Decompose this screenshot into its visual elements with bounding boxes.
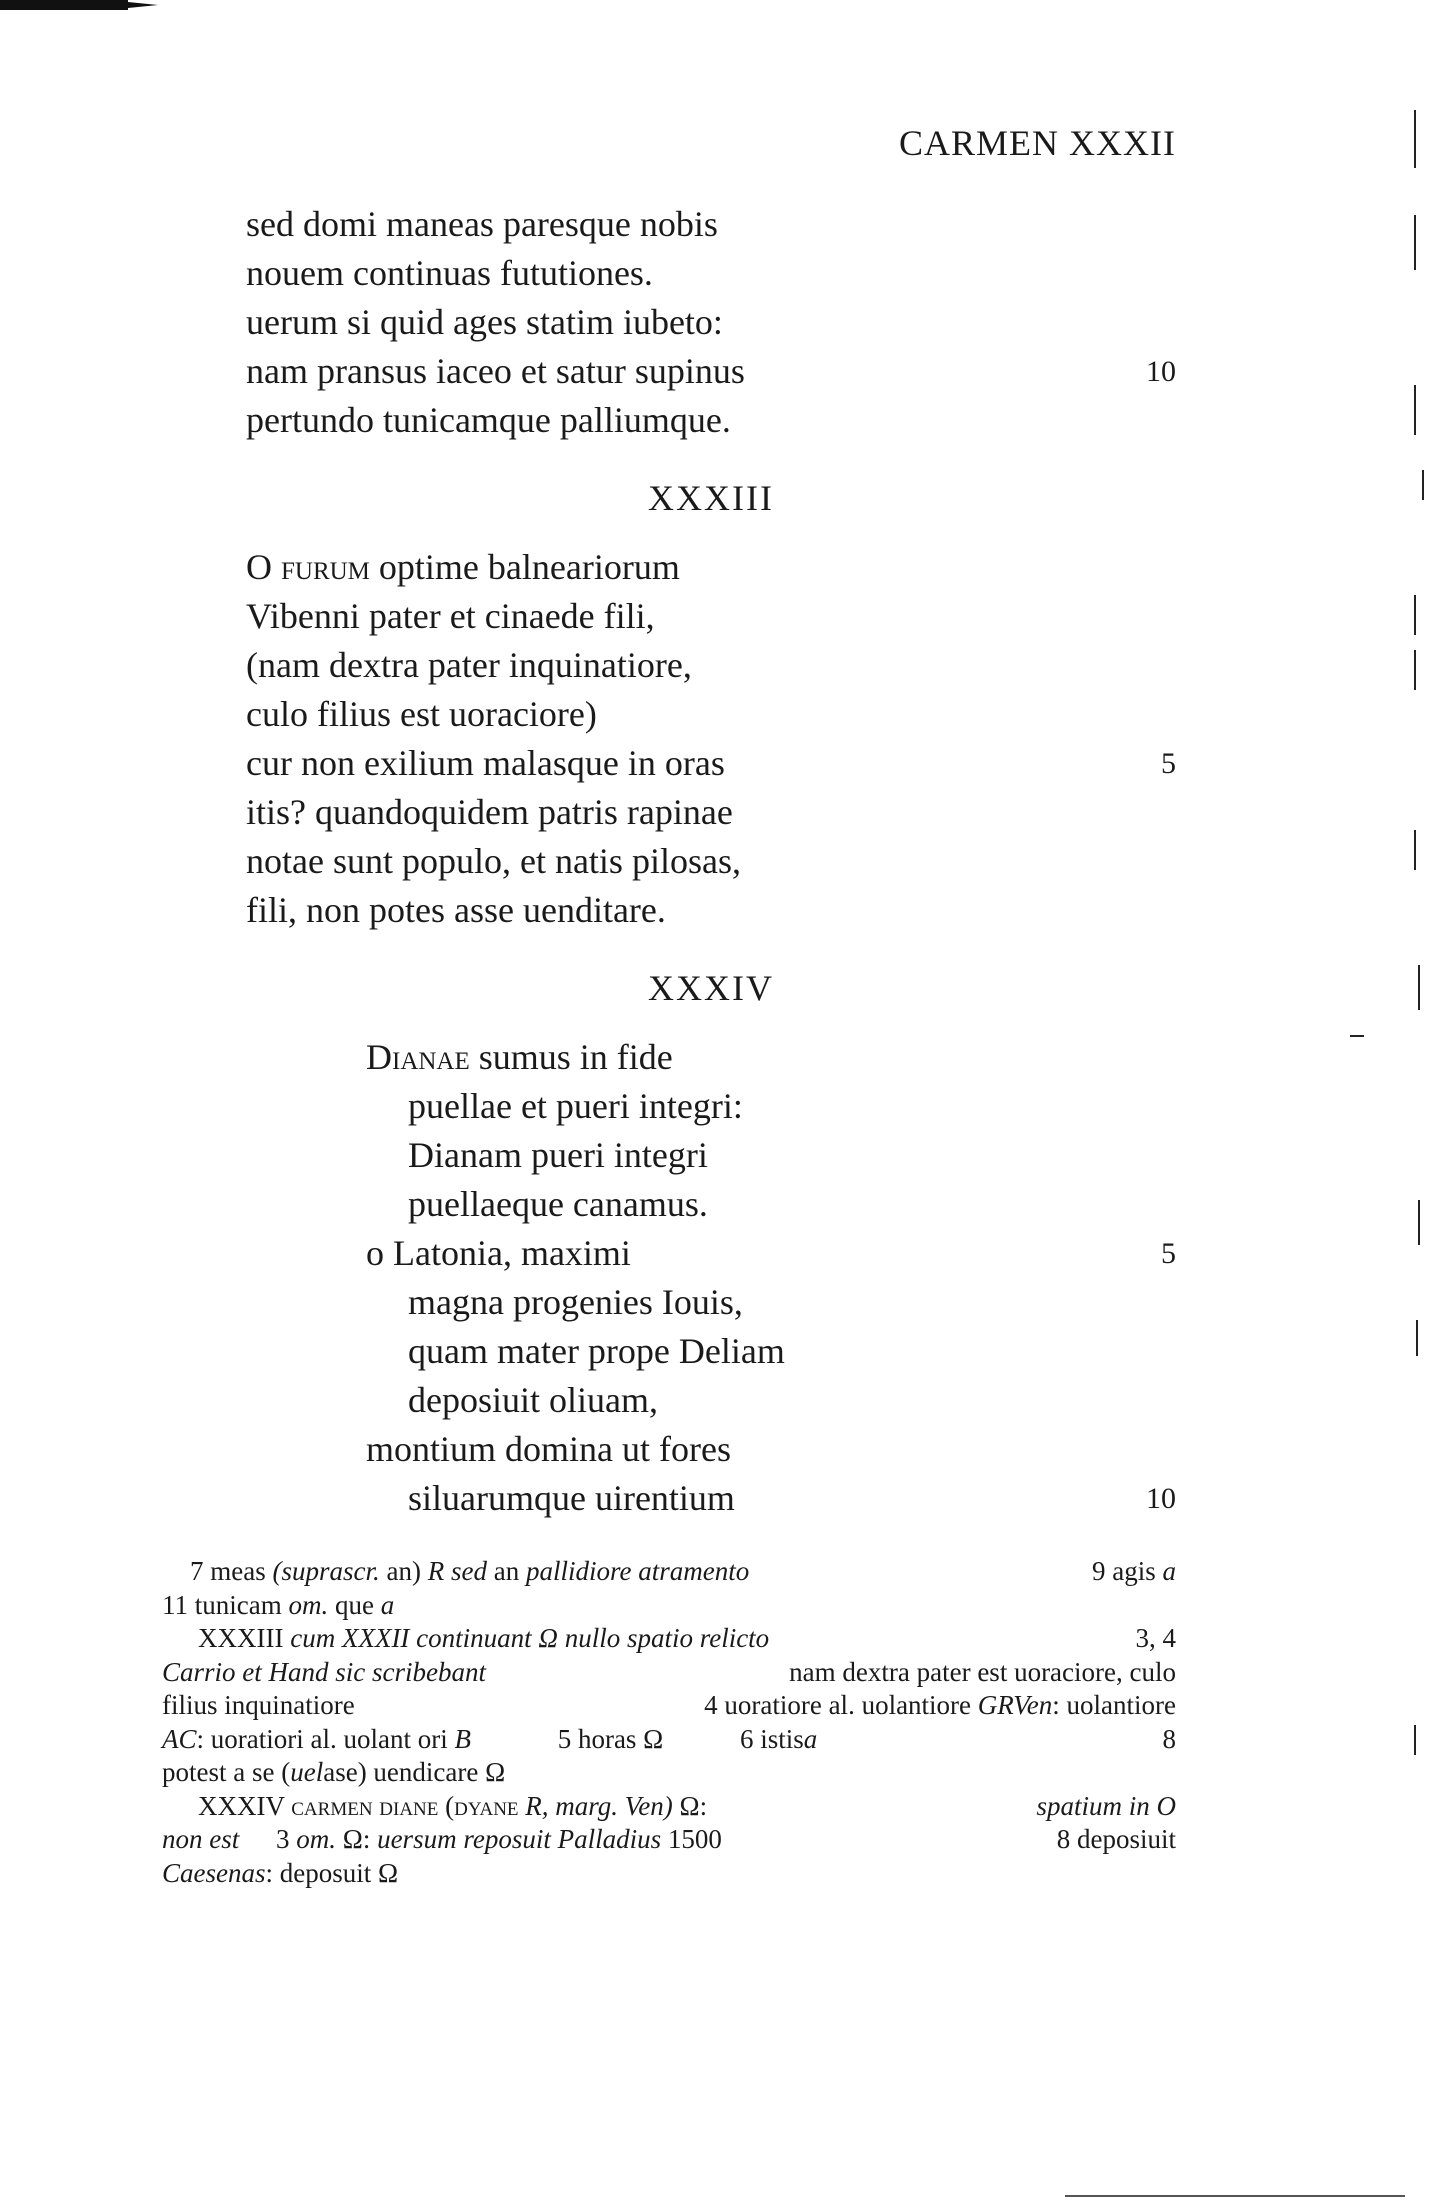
apparatus-text: 3 [276, 1824, 290, 1854]
scan-artifact [1414, 110, 1416, 168]
apparatus-text: an [493, 1556, 520, 1586]
critical-apparatus [162, 1555, 1176, 1890]
apparatus-italic: Carrio et Hand sic scribebant [162, 1656, 486, 1687]
poem-title: XXXIV [648, 968, 774, 1008]
apparatus-text: Ω: [342, 1824, 371, 1854]
apparatus-italic: pallidiore atramento [525, 1556, 750, 1586]
apparatus-text: 8 deposiuit [1056, 1824, 1176, 1854]
scan-artifact [1416, 1320, 1418, 1356]
apparatus-line [162, 1756, 1176, 1790]
apparatus-text: XXXIII [198, 1623, 284, 1653]
verse-text: magna progenies Iouis, [408, 1282, 743, 1322]
scan-artifact [1065, 2195, 1405, 2197]
verse-line [246, 641, 1176, 690]
apparatus-right [704, 1689, 1176, 1723]
verse-text: itis? quandoquidem patris rapinae [246, 792, 733, 832]
verse-text: fili, non potes asse uenditare. [246, 890, 666, 930]
verse-text: quam mater prope Deliam [408, 1331, 785, 1371]
apparatus-italic: R, marg. Ven) [525, 1790, 673, 1821]
apparatus-text: 7 meas [190, 1556, 266, 1586]
verse-line [246, 347, 1176, 396]
verse-text: nouem continuas fututiones. [246, 253, 653, 293]
apparatus-line [162, 1857, 1176, 1891]
scan-artifact [1350, 1035, 1364, 1037]
verse-line [246, 1327, 1176, 1376]
apparatus-text: 1500 [667, 1824, 722, 1854]
scan-artifact [1414, 215, 1416, 270]
verse-line [246, 1131, 1176, 1180]
scan-artifact [1414, 650, 1416, 690]
apparatus-text: que [334, 1589, 374, 1620]
verse-line [246, 1425, 1176, 1474]
verse-line [246, 1278, 1176, 1327]
verse-first-word: O [246, 547, 272, 587]
verse-text: Vibenni pater et cinaede fili, [246, 596, 655, 636]
verse-text: notae sunt populo, et natis pilosas, [246, 841, 741, 881]
verse-text: sed domi maneas paresque nobis [246, 204, 718, 244]
line-number: 5 [1161, 1237, 1176, 1270]
apparatus-line [162, 1622, 1176, 1656]
verse-text: culo filius est uoraciore) [246, 694, 597, 734]
poem-text [246, 200, 1176, 1523]
apparatus-italic: GRVen [977, 1690, 1053, 1720]
apparatus-text: 4 uoratiore al. uolantiore [704, 1690, 972, 1720]
apparatus-text: : uolantiore [1052, 1690, 1176, 1720]
apparatus-right [1092, 1555, 1176, 1589]
apparatus-line [162, 1823, 1176, 1857]
scan-edge-mark [0, 0, 128, 10]
verse-line [246, 543, 1176, 592]
verse-line [246, 396, 1176, 445]
apparatus-italic: non est [162, 1824, 240, 1854]
scan-artifact [1418, 965, 1420, 1010]
apparatus-text: Ω: [679, 1790, 708, 1821]
verse-line [246, 200, 1176, 249]
apparatus-text: 5 horas Ω [557, 1723, 664, 1754]
apparatus-text: filius inquinatiore [162, 1690, 355, 1720]
scan-artifact [1414, 830, 1416, 870]
apparatus-italic: Caesenas [162, 1857, 266, 1888]
scan-artifact [1414, 1725, 1416, 1755]
apparatus-italic: uel [290, 1757, 324, 1787]
line-number: 10 [1146, 355, 1176, 388]
apparatus-italic: om. [288, 1589, 329, 1620]
verse-text: nam pransus iaceo et satur supinus [246, 351, 745, 391]
verse-line [246, 1376, 1176, 1425]
apparatus-text: nam dextra pater est uoraciore, culo [789, 1656, 1176, 1687]
apparatus-line [162, 1656, 1176, 1690]
apparatus-text: 8 [1162, 1723, 1176, 1754]
apparatus-italic: om. [296, 1824, 336, 1854]
verse-text: deposiuit oliuam, [408, 1380, 658, 1420]
apparatus-italic: uersum reposuit Palladius [377, 1824, 662, 1854]
apparatus-italic: (suprascr. [272, 1556, 380, 1586]
apparatus-text: an) [386, 1556, 421, 1586]
apparatus-text: XXXIV [198, 1790, 285, 1821]
apparatus-line [162, 1589, 1176, 1623]
apparatus-text: 9 agis [1092, 1556, 1156, 1586]
scan-edge-mark-tip [128, 2, 158, 8]
apparatus-line [162, 1555, 1176, 1589]
verse-text: optime balneariorum [378, 547, 680, 587]
verse-text: siluarumque uirentium [408, 1478, 735, 1518]
verse-line [246, 1180, 1176, 1229]
verse-text: puellaeque canamus. [408, 1184, 708, 1224]
apparatus-italic: AC [162, 1723, 197, 1754]
verse-line [246, 249, 1176, 298]
apparatus-italic: R sed [427, 1556, 487, 1586]
verse-line [246, 690, 1176, 739]
verse-text: cur non exilium malasque in oras [246, 743, 725, 783]
apparatus-text: 6 istis [740, 1723, 804, 1754]
verse-text: o Latonia, maximi [366, 1233, 631, 1273]
apparatus-text: 11 tunicam [162, 1589, 282, 1620]
verse-line [246, 1229, 1176, 1278]
scan-artifact [1414, 595, 1416, 635]
verse-text: pertundo tunicamque palliumque. [246, 400, 731, 440]
apparatus-small-caps: carmen diane [291, 1790, 439, 1821]
scan-artifact [1418, 1200, 1420, 1245]
apparatus-text: : uoratiori al. uolant ori [196, 1723, 448, 1754]
verse-small-caps: Dianae [366, 1037, 470, 1077]
verse-line [246, 1474, 1176, 1523]
apparatus-text: ase) uendicare Ω [323, 1757, 506, 1787]
line-number: 10 [1146, 1482, 1176, 1515]
verse-text: sumus in fide [478, 1037, 673, 1077]
apparatus-text: potest a se ( [162, 1757, 291, 1787]
line-number: 5 [1161, 747, 1176, 780]
verse-line [246, 886, 1176, 935]
apparatus-small-caps: (dyane [445, 1790, 519, 1821]
verse-text: puellae et pueri integri: [408, 1086, 743, 1126]
apparatus-line [162, 1790, 1176, 1824]
apparatus-italic: B [454, 1723, 471, 1754]
apparatus-text: 3, 4 [1135, 1623, 1176, 1653]
apparatus-text: : deposuit Ω [265, 1857, 399, 1888]
verse-line [246, 739, 1176, 788]
apparatus-italic: cum XXXII continuant Ω nullo spatio relicto [290, 1623, 770, 1653]
verse-text: uerum si quid ages statim iubeto: [246, 302, 723, 342]
scan-artifact [1414, 385, 1416, 435]
running-head: CARMEN XXXII [899, 123, 1176, 163]
verse-line [246, 592, 1176, 641]
verse-text: montium domina ut fores [366, 1429, 731, 1469]
apparatus-italic: a [380, 1589, 395, 1620]
verse-text: (nam dextra pater inquinatiore, [246, 645, 692, 685]
apparatus-italic: spatium in O [1036, 1790, 1176, 1821]
apparatus-italic: a [1162, 1556, 1176, 1586]
scan-artifact [1422, 470, 1424, 500]
apparatus-line [162, 1689, 1176, 1723]
verse-line [246, 788, 1176, 837]
poem-title: XXXIII [648, 478, 774, 518]
verse-line [246, 298, 1176, 347]
apparatus-italic: a [803, 1723, 818, 1754]
verse-line [246, 1082, 1176, 1131]
apparatus-line [162, 1723, 1176, 1757]
verse-line [246, 837, 1176, 886]
verse-line [246, 1033, 1176, 1082]
verse-text: Dianam pueri integri [408, 1135, 708, 1175]
verse-small-caps: furum [281, 547, 370, 587]
